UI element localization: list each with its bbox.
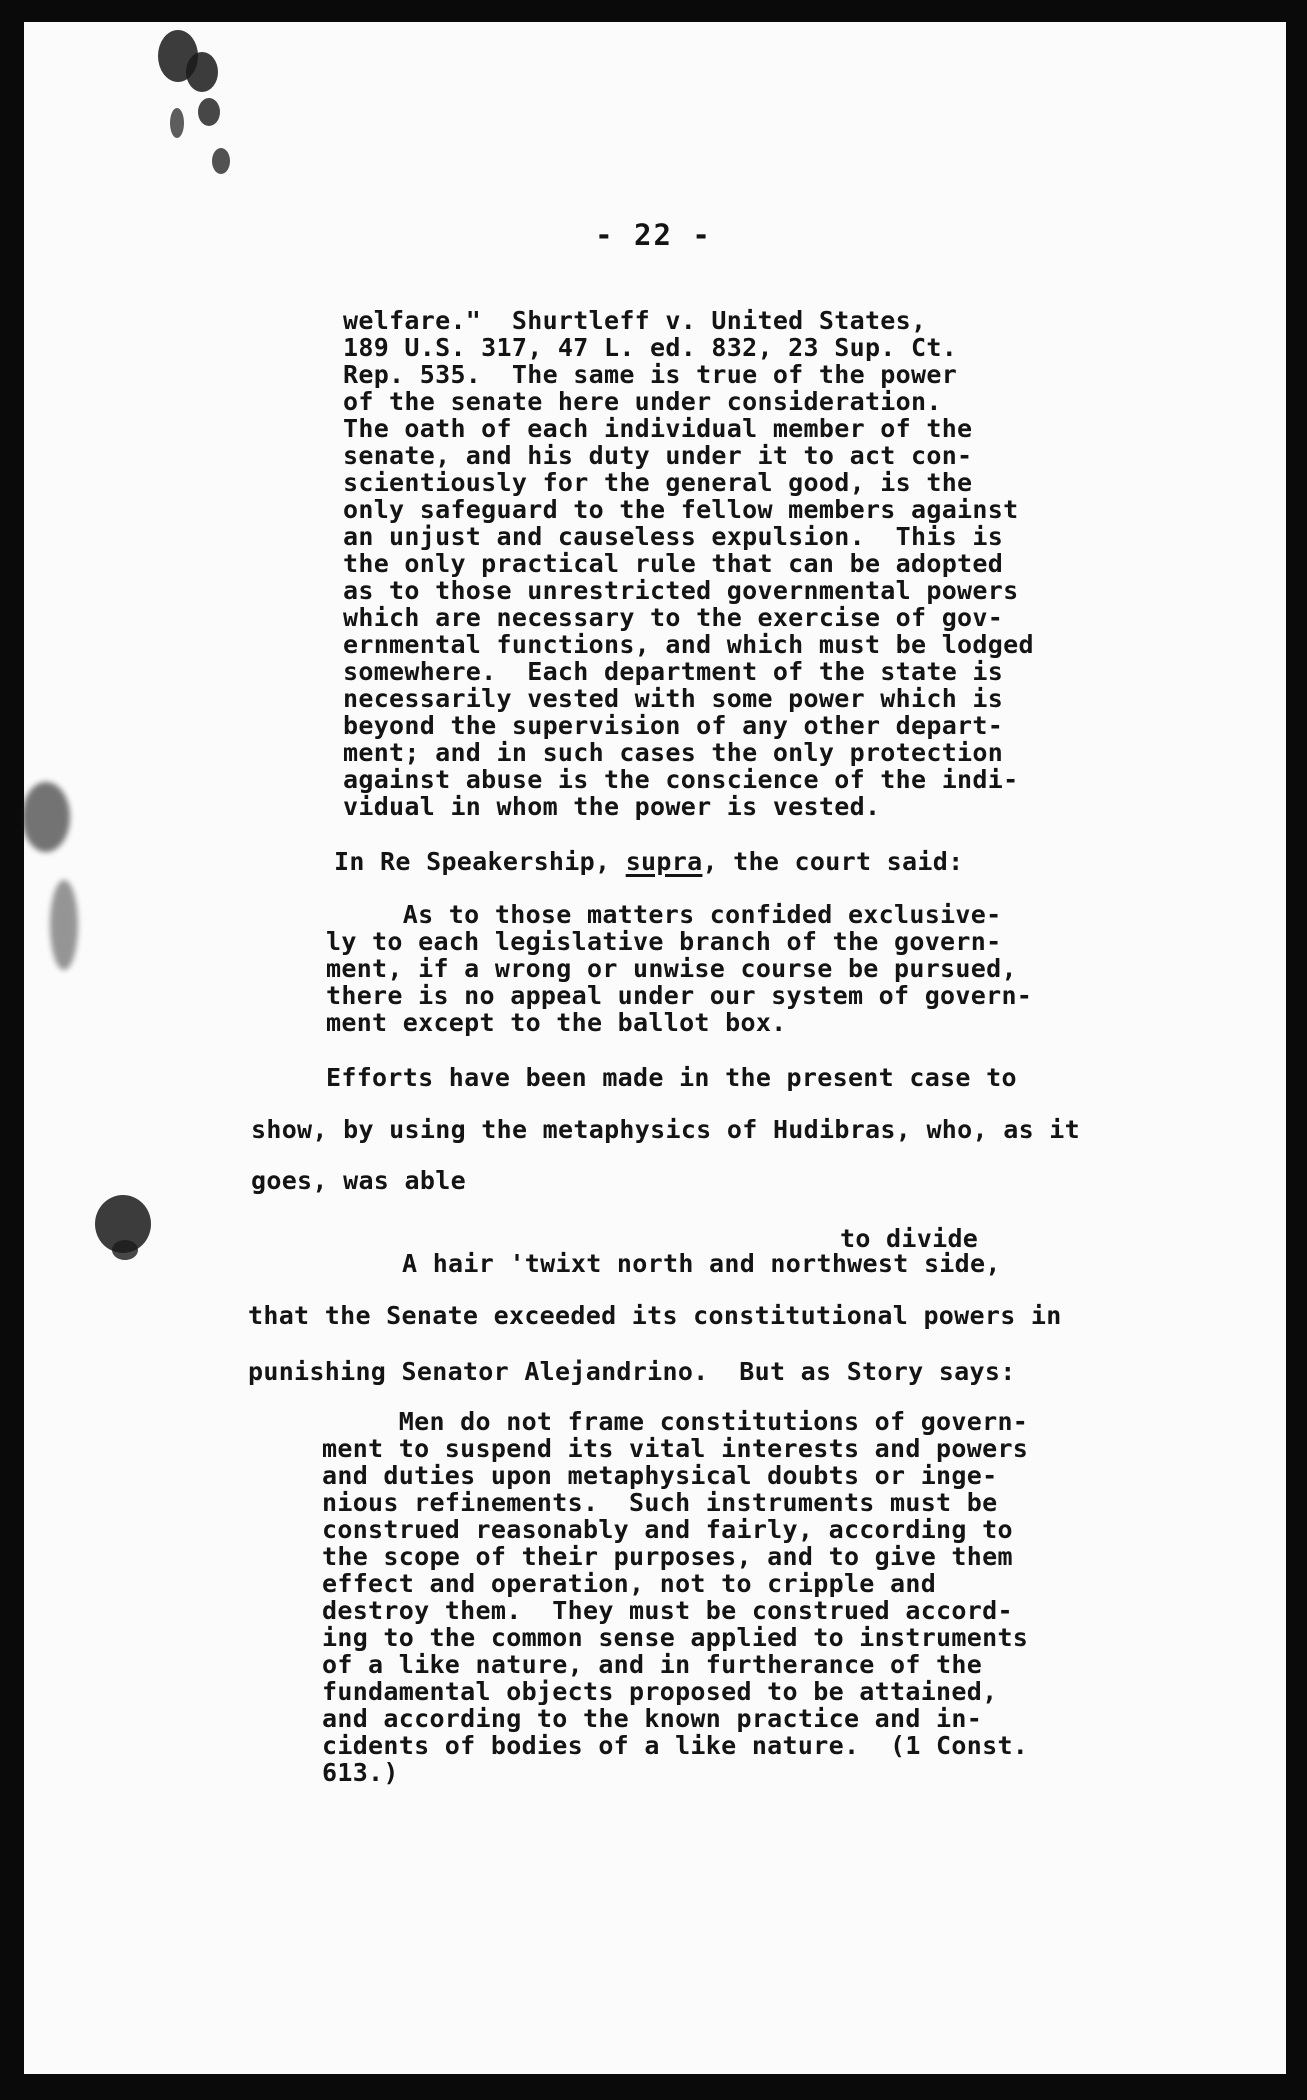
quote-line: only safeguard to the fellow members against — [343, 495, 1019, 524]
ink-smudge — [198, 98, 220, 126]
supra-underlined: supra — [625, 847, 703, 876]
quote-line: necessarily vested with some power which is — [343, 684, 1004, 713]
quote-line: ernmental functions, and which must be lodged — [343, 630, 1034, 659]
quote-line: ment, if a wrong or unwise course be pursued, — [326, 954, 1017, 983]
ink-smudge — [112, 1240, 138, 1260]
quote-line: 613.) — [322, 1758, 399, 1787]
quote-line: ing to the common sense applied to instruments — [322, 1623, 1029, 1652]
quote-line: and duties upon metaphysical doubts or inge- — [322, 1461, 998, 1490]
quote-line: cidents of bodies of a like nature. (1 Const. — [322, 1731, 1029, 1760]
quote-line: there is no appeal under our system of govern- — [326, 981, 1033, 1010]
quote-line: fundamental objects proposed to be attained, — [322, 1677, 998, 1706]
quote-line: nious refinements. Such instruments must be — [322, 1488, 998, 1517]
quote-line: 189 U.S. 317, 47 L. ed. 832, 23 Sup. Ct. — [343, 333, 958, 362]
quote-line: scientiously for the general good, is the — [343, 468, 973, 497]
quote-line: of the senate here under consideration. — [343, 387, 942, 416]
quote-line: the only practical rule that can be adopted — [343, 549, 1004, 578]
body-line: goes, was able — [251, 1166, 466, 1195]
quote-line: construed reasonably and fairly, according to — [322, 1515, 1013, 1544]
quote-line: beyond the supervision of any other depart- — [343, 711, 1004, 740]
quote-line: ly to each legislative branch of the govern- — [326, 927, 1002, 956]
quote-line: ment; and in such cases the only protection — [343, 738, 1004, 767]
quote-line: effect and operation, not to cripple and — [322, 1569, 937, 1598]
ink-smudge — [212, 148, 230, 174]
ink-smudge — [170, 108, 184, 138]
quote-line: the scope of their purposes, and to give them — [322, 1542, 1013, 1571]
quote-line: ment except to the ballot box. — [326, 1008, 787, 1037]
body-line: Efforts have been made in the present case to — [326, 1063, 1017, 1092]
quote-line: As to those matters confided exclusive- — [326, 900, 1002, 929]
quote-line: welfare." Shurtleff v. United States, — [343, 306, 927, 335]
verse-line-lower: A hair 'twixt north and northwest side, — [402, 1249, 1001, 1278]
quote-line: as to those unrestricted governmental powers — [343, 576, 1019, 605]
page-number: - 22 - — [595, 218, 712, 252]
quote-line: which are necessary to the exercise of gov- — [343, 603, 1004, 632]
quote-line: of a like nature, and in furtherance of the — [322, 1650, 983, 1679]
body-line: show, by using the metaphysics of Hudibras, who, as it — [251, 1115, 1080, 1144]
ink-smudge — [22, 782, 70, 852]
quote-line: The oath of each individual member of the — [343, 414, 973, 443]
quote-line: senate, and his duty under it to act con- — [343, 441, 973, 470]
quote-line: ment to suspend its vital interests and powers — [322, 1434, 1029, 1463]
quote-line: somewhere. Each department of the state is — [343, 657, 1004, 686]
quote-line: an unjust and causeless expulsion. This is — [343, 522, 1004, 551]
quote-line: destroy them. They must be construed accord- — [322, 1596, 1013, 1625]
quote-line: vidual in whom the power is vested. — [343, 792, 881, 821]
ink-smudge — [50, 880, 78, 970]
speakership-intro: In Re Speakership, supra, the court said: — [334, 847, 964, 876]
quote-line: Rep. 535. The same is true of the power — [343, 360, 958, 389]
body-line: that the Senate exceeded its constitutional powers in — [248, 1301, 1062, 1330]
verse-line-upper: to divide — [840, 1224, 979, 1253]
quote-line: against abuse is the conscience of the indi- — [343, 765, 1019, 794]
body-line: punishing Senator Alejandrino. But as Story says: — [248, 1357, 1016, 1386]
quote-line: Men do not frame constitutions of govern- — [322, 1407, 1029, 1436]
ink-smudge — [186, 52, 218, 92]
quote-line: and according to the known practice and in- — [322, 1704, 983, 1733]
